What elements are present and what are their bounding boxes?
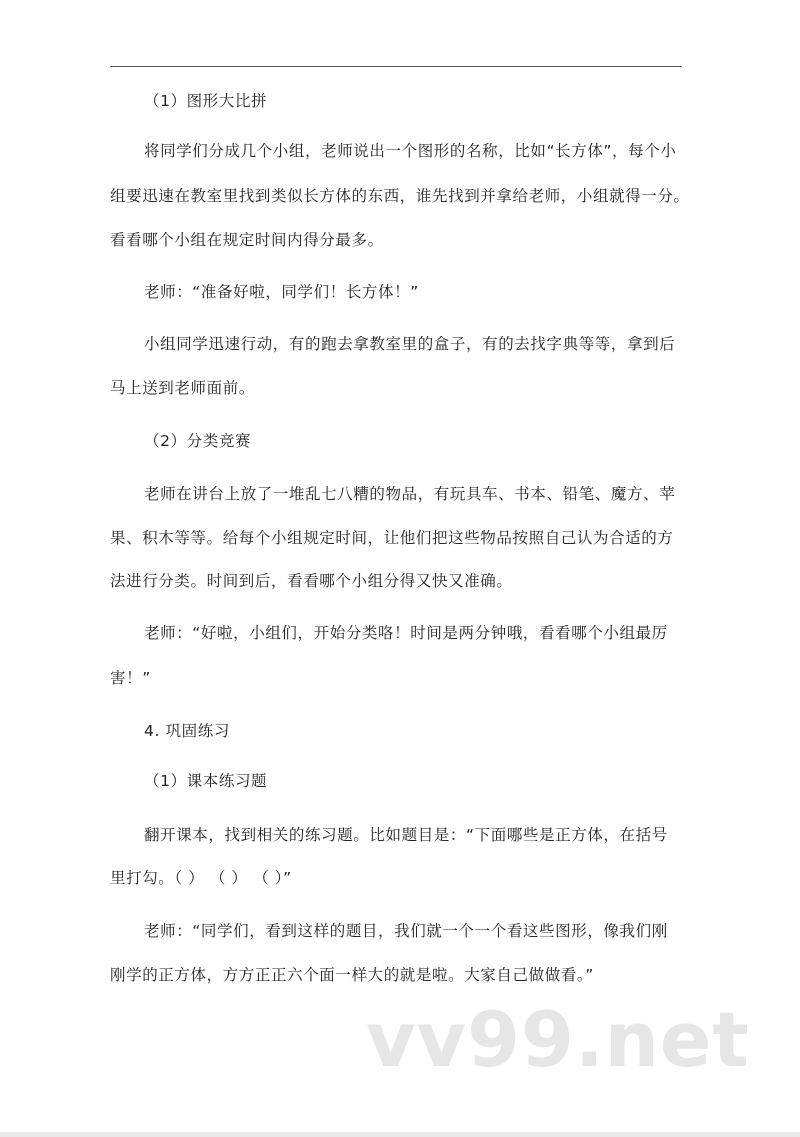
page-bottom-edge xyxy=(0,1132,800,1137)
dialogue-line: 刚学的正方体，方方正正六个面一样大的就是啦。大家自己做做看。” xyxy=(110,966,594,984)
paragraph-line: 果、积木等等。给每个小组规定时间，让他们把这些物品按照自己认为合适的方 xyxy=(110,529,674,547)
section-heading-classification: （2）分类竞赛 xyxy=(144,432,252,450)
dialogue-line: 老师：“好啦，小组们，开始分类咯！时间是两分钟哦，看看哪个小组最厉 xyxy=(144,624,668,642)
section-heading-textbook-exercises: （1）课本练习题 xyxy=(144,772,268,790)
paragraph-line: 看看哪个小组在规定时间内得分最多。 xyxy=(110,231,384,249)
paragraph-line: 小组同学迅速行动，有的跑去拿教室里的盒子，有的去找字典等等，拿到后 xyxy=(144,335,676,353)
dialogue-line: 害！” xyxy=(110,669,151,687)
paragraph-line: 马上送到老师面前。 xyxy=(110,379,255,397)
paragraph-line: 翻开课本，找到相关的练习题。比如题目是：“下面哪些是正方体，在括号 xyxy=(144,826,668,844)
paragraph-line: 组要迅速在教室里找到类似长方体的东西，谁先找到并拿给老师，小组就得一分。 xyxy=(110,187,690,205)
paragraph-line: 老师在讲台上放了一堆乱七八糟的物品，有玩具车、书本、铅笔、魔方、苹 xyxy=(144,485,676,503)
paragraph-line: 里打勾。（ ） （ ） （ ）” xyxy=(110,869,292,887)
section-heading-shape-contest: （1）图形大比拼 xyxy=(144,92,268,110)
header-rule xyxy=(110,66,682,67)
dialogue-line: 老师：“同学们，看到这样的题目，我们就一个一个看这些图形，像我们刚 xyxy=(144,922,668,940)
watermark: vv99.net xyxy=(366,995,750,1084)
dialogue-line: 老师：“准备好啦，同学们！长方体！” xyxy=(144,283,419,301)
section-heading-practice: 4. 巩固练习 xyxy=(144,722,230,740)
paragraph-line: 法进行分类。时间到后，看看哪个小组分得又快又准确。 xyxy=(110,572,513,590)
paragraph-line: 将同学们分成几个小组，老师说出一个图形的名称，比如“长方体”，每个小 xyxy=(144,142,677,160)
